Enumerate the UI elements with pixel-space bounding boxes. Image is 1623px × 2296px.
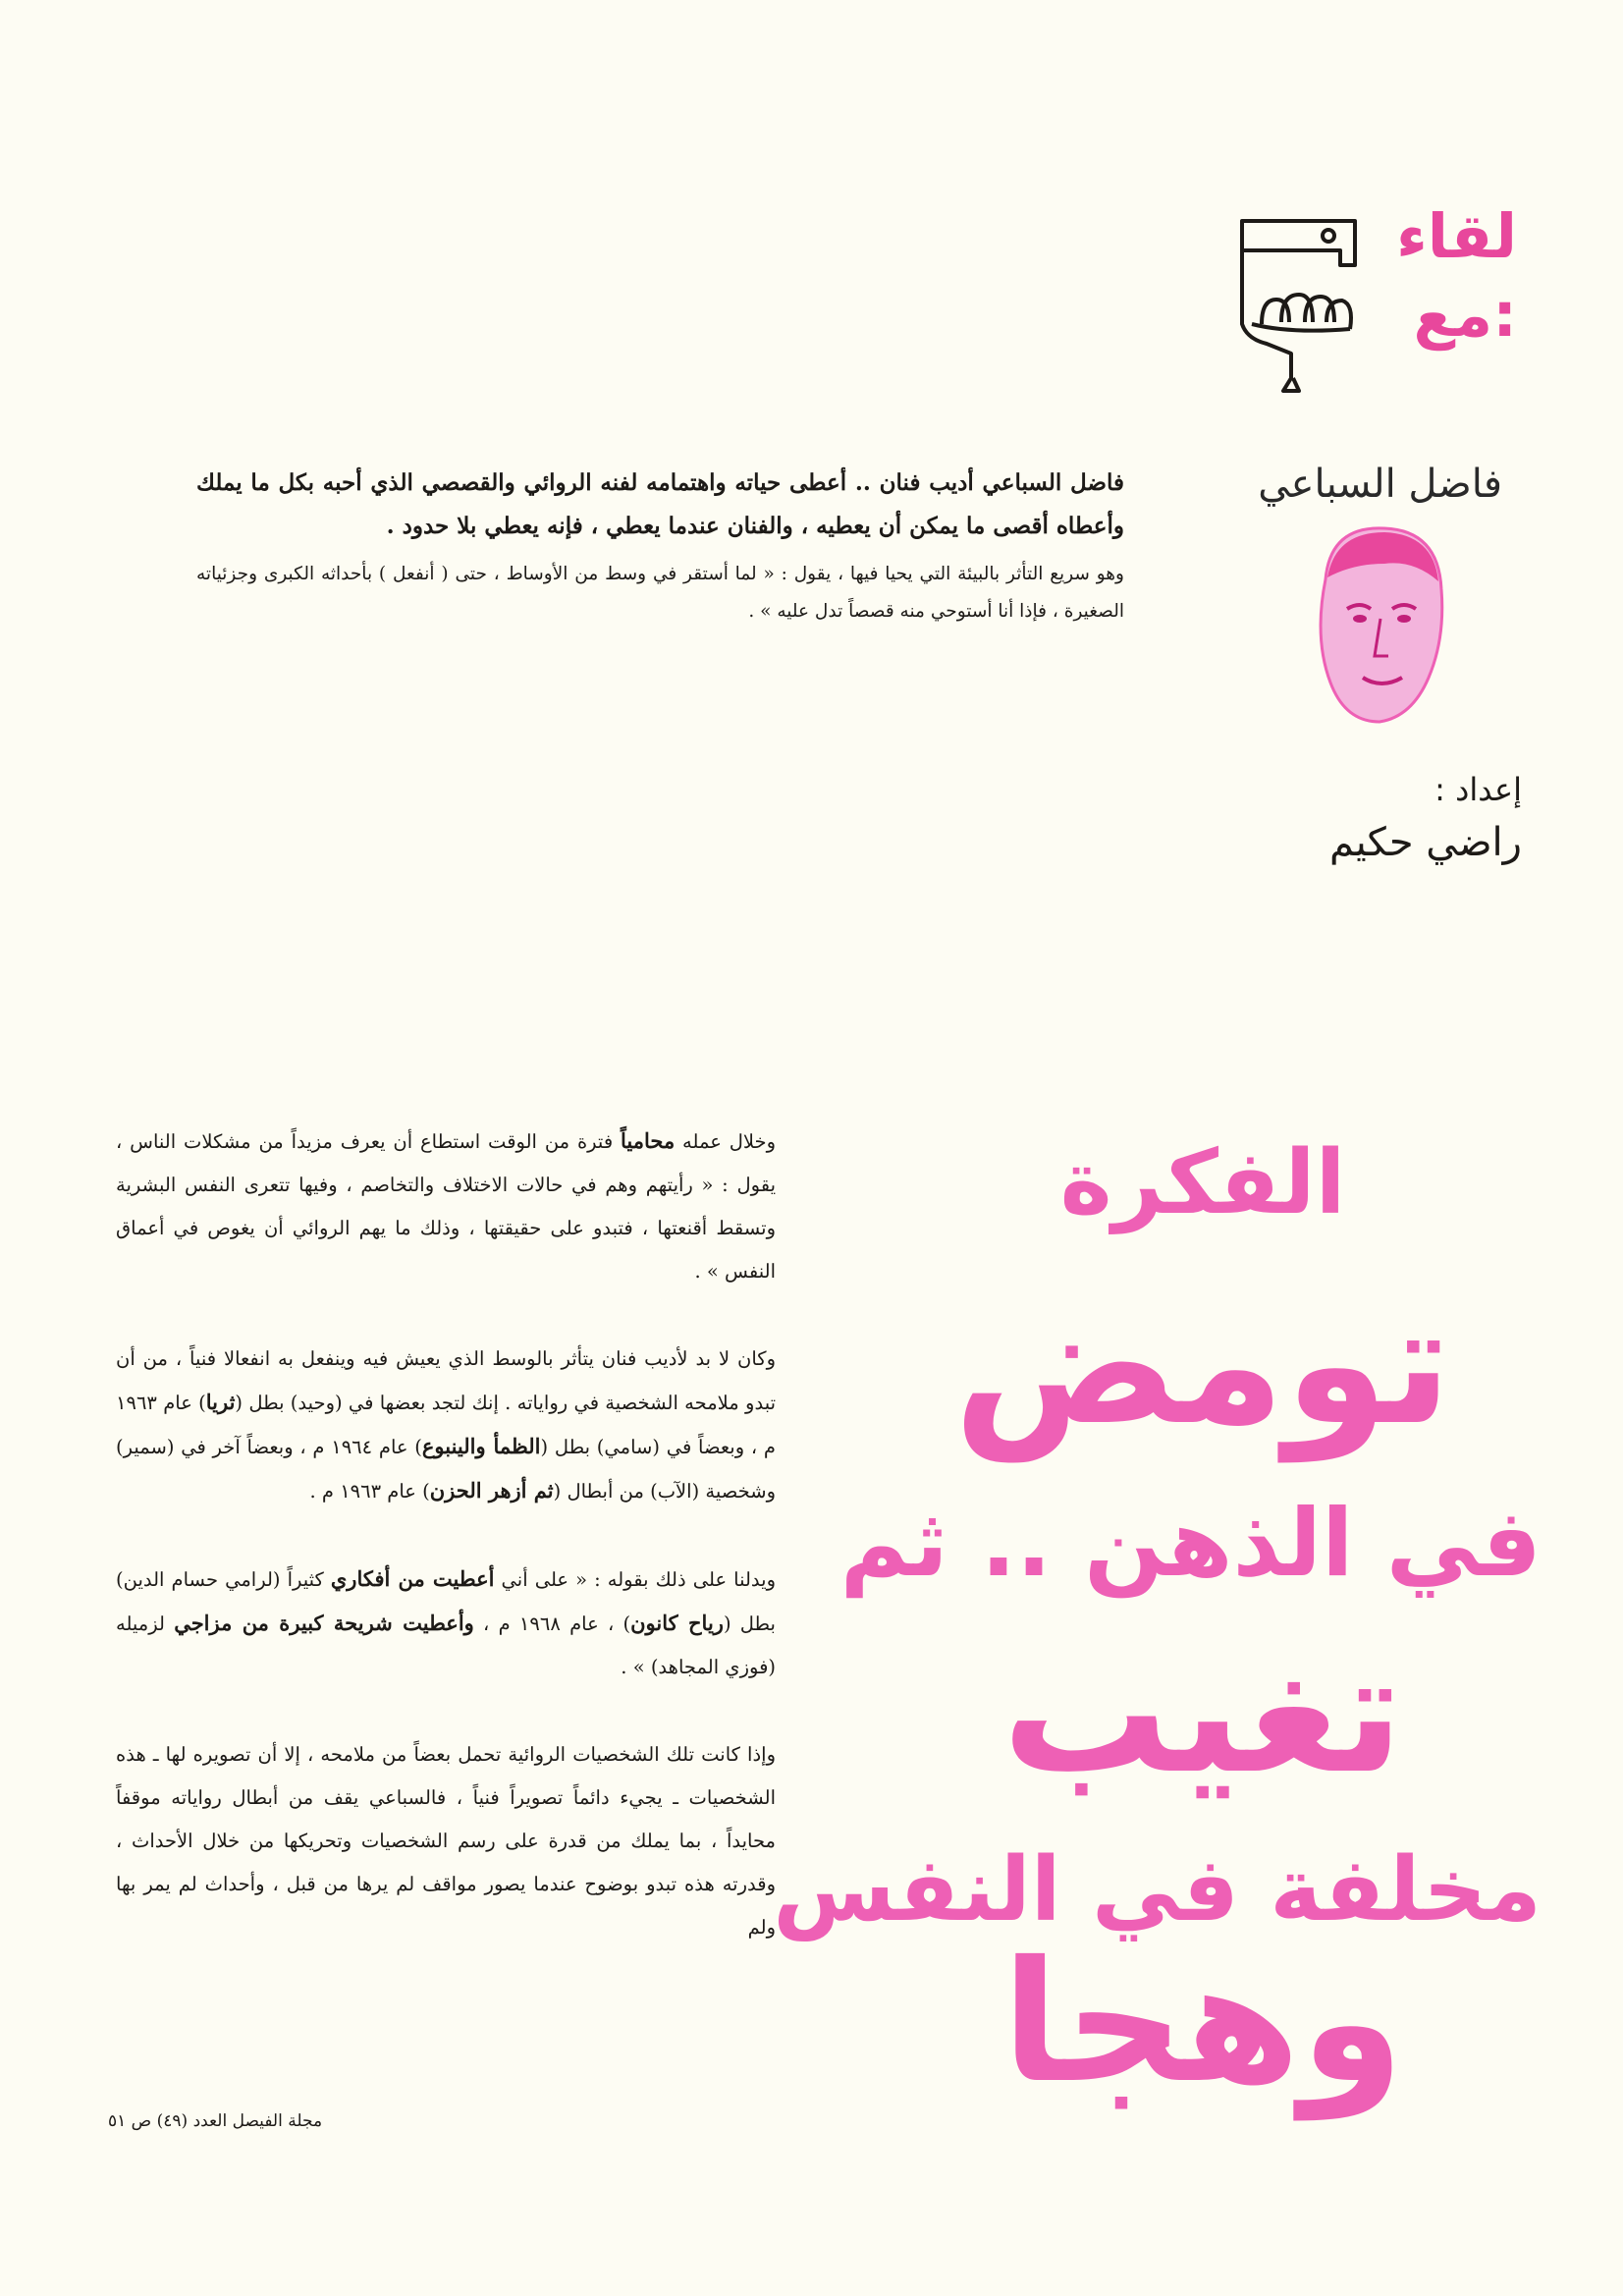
prepared-by-label: إعداد : bbox=[1434, 771, 1522, 808]
body-text: لزميله (فوزي المجاهد) » . bbox=[116, 1613, 776, 1678]
body-text: ) عام ١٩٦٣ م . bbox=[309, 1480, 430, 1503]
intro-lead: فاضل السباعي أديب فنان .. أعطى حياته واهتمامه لفنه الروائي والقصصي الذي أحبه بكل ما يملك وأعطاه أقصى ما يمكن أن يعطيه ، والفنان عندما يعطي ، فإنه يعطي بلا حدود . bbox=[196, 469, 1124, 539]
logo-word-maa: مع: bbox=[1413, 279, 1517, 351]
headline-line-6: وهجا bbox=[1001, 1926, 1404, 2120]
headline-line-3: في الذهن .. ثم bbox=[839, 1490, 1542, 1598]
body-text: ) عام ١٩٦٣ م ، وبعضاً في (سامي) بطل ( bbox=[116, 1392, 776, 1458]
headline-line-4: تغيب bbox=[1001, 1616, 1404, 1811]
novel-title: ثريا bbox=[205, 1390, 236, 1414]
body-text: ) ، عام ١٩٦٨ م ، bbox=[473, 1613, 631, 1635]
hand-pen-icon bbox=[1222, 206, 1370, 393]
novel-title: الظمأ والينبوع bbox=[421, 1434, 541, 1458]
article-body bbox=[116, 1120, 776, 1949]
body-emphasis: أعطيت من أفكاري bbox=[330, 1566, 495, 1591]
body-paragraph-4: وإذا كانت تلك الشخصيات الروائية تحمل بعضاً من ملامحه ، إلا أن تصويره لها ـ هذه الشخصيات ـ يجيء دائماً تصويراً فنياً ، فالسباعي يقف من أبطال رواياته موقفاً محايداً ، بما يملك من قدرة على رسم الشخصيات وتحريكها من خلال الأحداث ، وقدرته هذه تبدو بوضوح عندما يصور مواقف لم يرها من قبل ، وأحداث لم يمر بها ولم bbox=[116, 1743, 776, 1939]
body-emphasis: وأعطيت شريحة كبيرة من مزاجي bbox=[174, 1611, 474, 1635]
column-logo bbox=[1222, 200, 1517, 393]
body-text: وخلال عمله bbox=[675, 1130, 776, 1153]
portrait-photo bbox=[1306, 520, 1453, 727]
page-footer: مجلة الفيصل العدد (٤٩) ص ٥١ bbox=[108, 2111, 323, 2131]
body-text: وكان لا بد لأديب فنان يتأثر بالوسط الذي يعيش فيه وينفعل به انفعالا فنياً ، من أن تبدو ملامحه الشخصية في رواياته . إنك لتجد بعضها في (وحيد) بطل ( bbox=[116, 1347, 777, 1414]
body-text: ويدلنا على ذلك بقوله : « على أني bbox=[494, 1568, 776, 1591]
subject-name: فاضل السباعي bbox=[1258, 462, 1502, 507]
novel-title: ثم أزهر الحزن bbox=[429, 1478, 554, 1503]
body-paragraph-1 bbox=[116, 1120, 776, 1293]
body-text: كثيراً (لرامي حسام الدين) بطل ( bbox=[116, 1568, 776, 1635]
prepared-by-name: راضي حكيم bbox=[1329, 820, 1522, 865]
body-paragraph-2 bbox=[116, 1338, 776, 1513]
headline bbox=[773, 1131, 1542, 2120]
logo-word-liqa: لقاء bbox=[1396, 200, 1517, 272]
headline-line-5: مخلفة في النفس bbox=[773, 1838, 1542, 1941]
intro-text: وهو سريع التأثر بالبيئة التي يحيا فيها ، يقول : « لما أستقر في وسط من الأوساط ، حتى ( أنفعل ) بأحداثه الكبرى وجزئياته الصغيرة ، فإذا أنا أستوحي منه قصصاً تدل عليه » . bbox=[196, 564, 1124, 622]
headline-line-2: تومض bbox=[953, 1268, 1452, 1462]
body-emphasis: محامياً bbox=[621, 1128, 676, 1153]
intro-section bbox=[196, 462, 1124, 630]
novel-title: رياح كانون bbox=[630, 1611, 724, 1635]
body-paragraph-3 bbox=[116, 1558, 776, 1689]
headline-line-1: الفكرة bbox=[1059, 1131, 1346, 1234]
body-text: ) عام ١٩٦٤ م ، وبعضاً آخر في (سمير) وشخصية (الآب) من أبطال ( bbox=[116, 1436, 776, 1503]
body-text: فترة من الوقت استطاع أن يعرف مزيداً من مشكلات الناس ، يقول : « رأيتهم وهم في حالات الاختلاف والتخاصم ، وفيها تتعرى النفس البشرية وتسقط أقنعتها ، فتبدو على حقيقتها ، وذلك ما يهم الروائي أن يغوص في أعماق النفس » . bbox=[116, 1130, 776, 1283]
